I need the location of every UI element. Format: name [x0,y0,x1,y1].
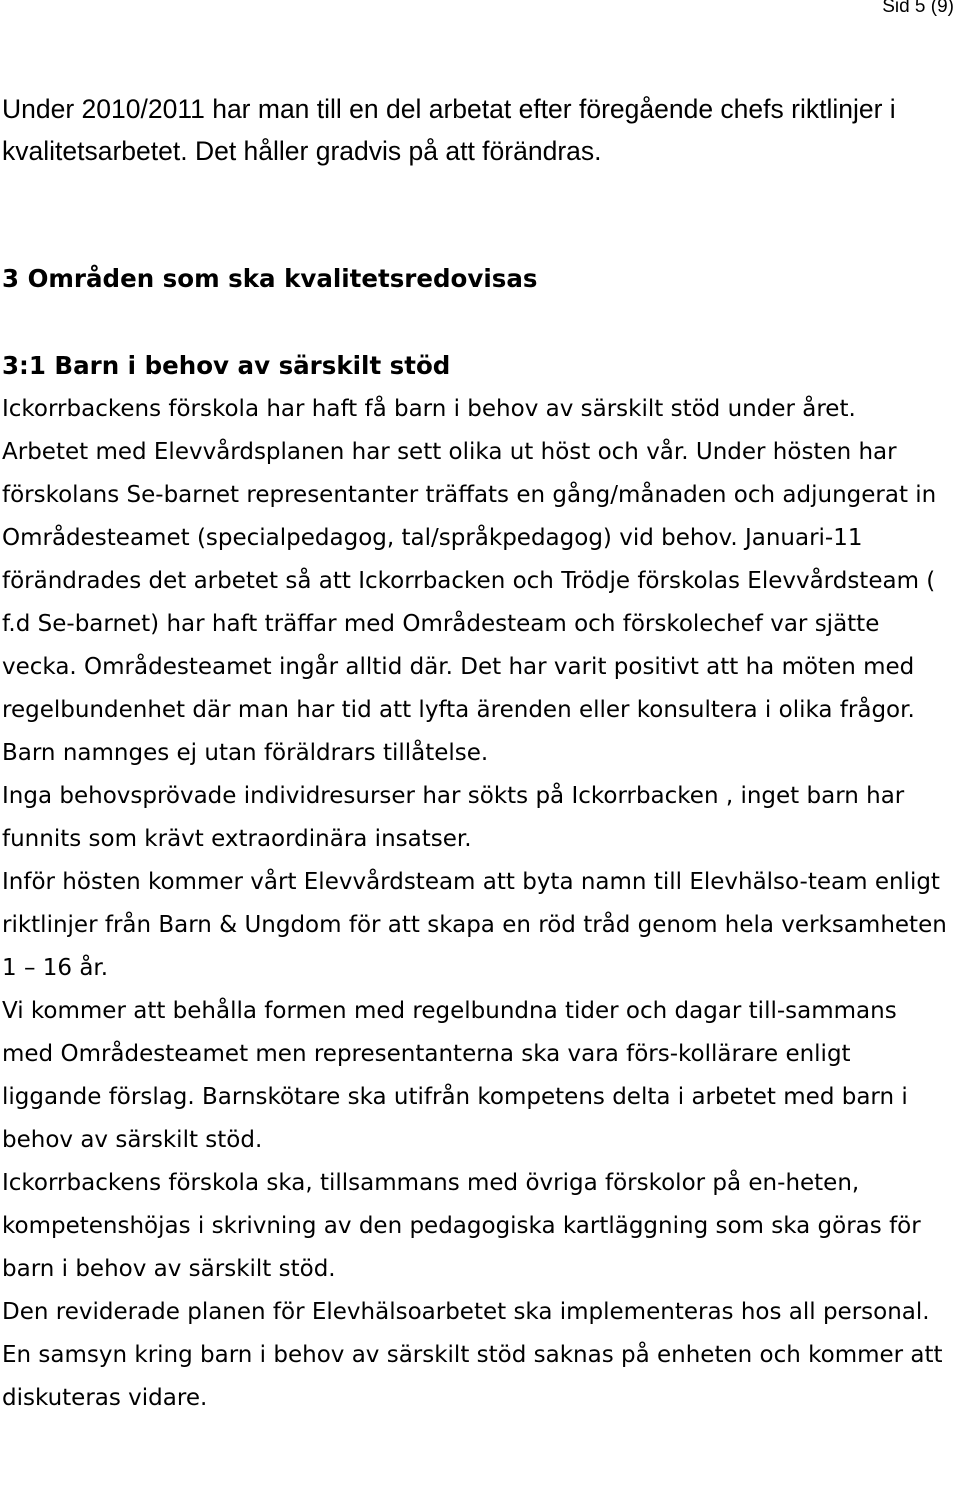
page-number: Sid 5 (9) [882,0,954,17]
paragraph: Vi kommer att behålla formen med regelbundna tider och dagar till-sammans med Områdesteamet men representanterna ska vara förs-kollärare enligt liggande förslag. Barnskötare ska utifrån kompetens delta i arbetet med barn i behov av särskilt stöd. [2,998,908,1153]
paragraph: Inför hösten kommer vårt Elevvårdsteam att byta namn till Elevhälso-team enligt riktlinjer från Barn & Ungdom för att skapa en röd tråd genom hela verksamheten 1 – 16 år. [2,869,947,981]
paragraph: Arbetet med Elevvårdsplanen har sett olika ut höst och vår. Under hösten har förskolans Se-barnet representanter träffats en gång/månaden och adjungerat in Områdesteamet (specialpedagog, tal/språkpedagog) vid behov. Januari-11 förändrades det arbetet så att Ickorrbacken och Trödje förskolas Elevvårdsteam ( f.d Se-barnet) har haft träffar med Områdesteam och förskolechef var sjätte vecka. Områdesteamet ingår alltid där. Det har varit positivt att ha möten med regelbundenhet där man har tid att lyfta ärenden eller konsultera i olika frågor. Barn namnges ej utan föräldrars tillåtelse. [2,439,937,766]
paragraph: Den reviderade planen för Elevhälsoarbetet ska implementeras hos all personal. En samsyn kring barn i behov av särskilt stöd saknas på enheten och kommer att diskuteras vidare. [2,1299,943,1411]
paragraph: Ickorrbackens förskola ska, tillsammans med övriga förskolor på en-heten, kompetenshöjas i skrivning av den pedagogiska kartläggning som ska göras för barn i behov av särskilt stöd. [2,1170,921,1282]
paragraph: Inga behovsprövade individresurser har sökts på Ickorrbacken , inget barn har funnits som krävt extraordinära insatser. [2,783,905,852]
paragraph: Ickorrbackens förskola har haft få barn i behov av särskilt stöd under året. [2,396,856,422]
intro-paragraph: Under 2010/2011 har man till en del arbetat efter föregående chefs riktlinjer i kvalitetsarbetet. Det håller gradvis på att förändras. [2,94,896,166]
subsection-heading: 3:1 Barn i behov av särskilt stöd [2,351,451,380]
body-text [2,388,954,1420]
section-heading: 3 Områden som ska kvalitetsredovisas [2,264,538,293]
